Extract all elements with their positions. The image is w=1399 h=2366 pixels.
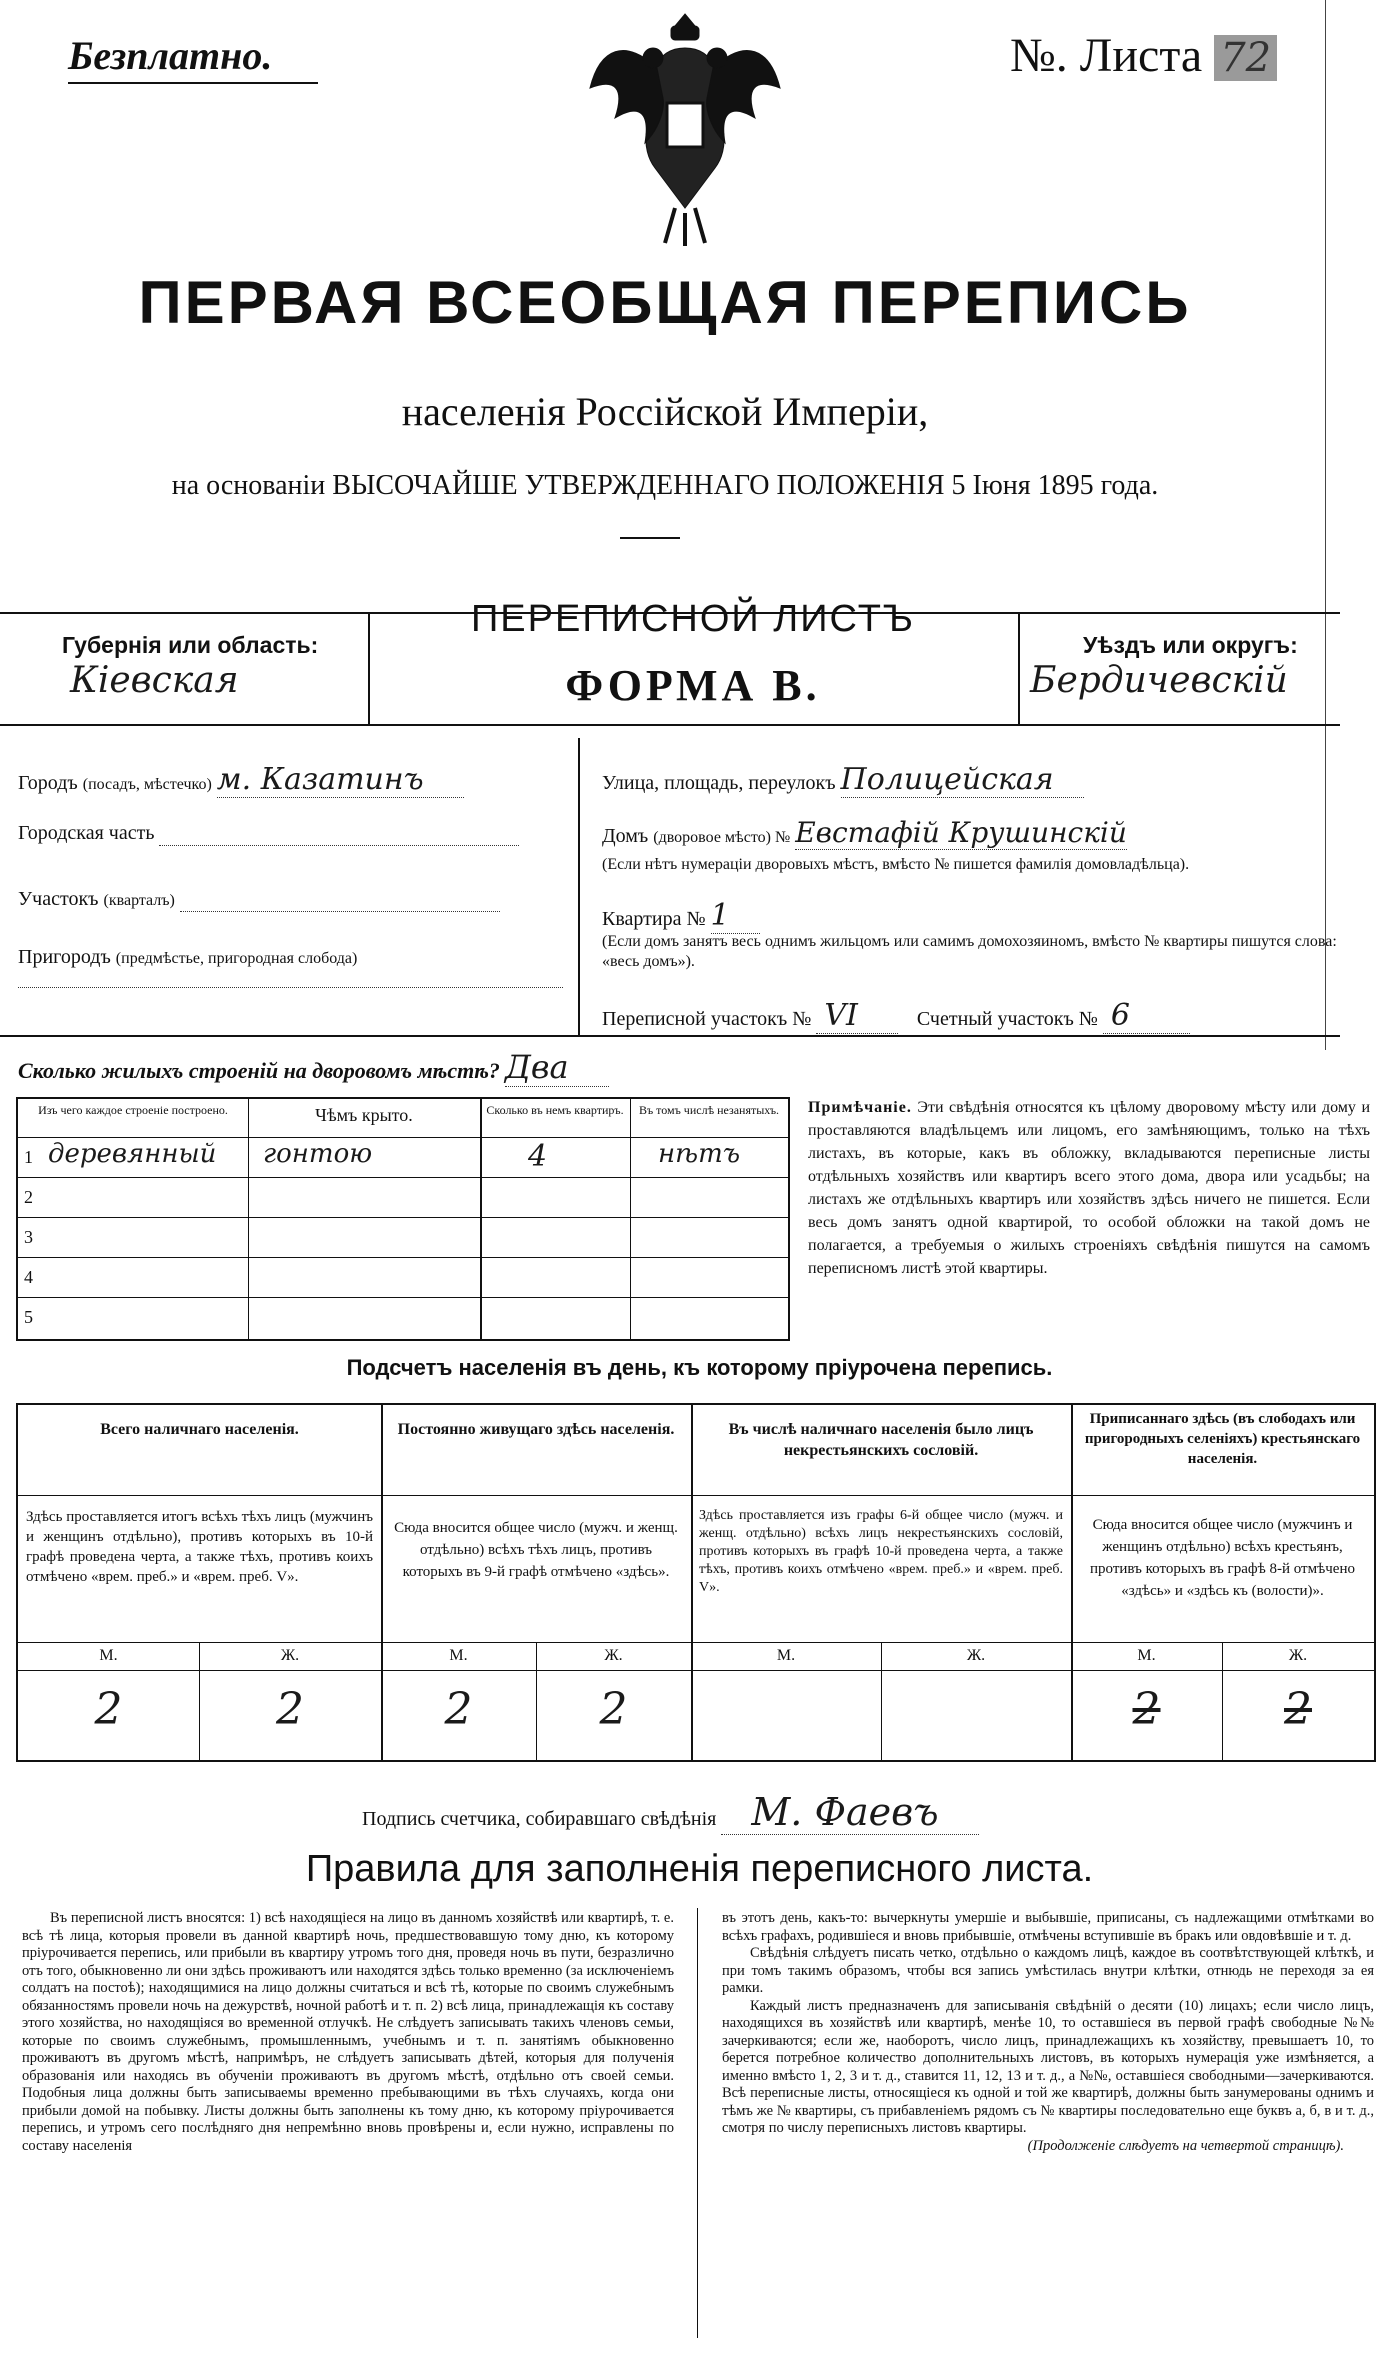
town-value: м. Казатинъ [217,762,464,798]
suburb-row [18,946,563,988]
row-number: 1 [24,1147,33,1167]
total-f-value: 2 [276,1684,304,1735]
form-title: ПЕРЕПИСНОЙ ЛИСТЪ [470,598,915,640]
signature-value: М. Фаевъ [721,1790,978,1835]
row-number: 3 [24,1227,33,1247]
resident-m-value: 2 [444,1684,473,1735]
row-number: 2 [24,1187,33,1207]
signature-row [362,1790,979,1834]
title-divider [620,537,680,539]
suburb-field [18,969,563,988]
main-title: ПЕРВАЯ ВСЕОБЩАЯ ПЕРЕПИСЬ [138,269,1192,336]
street-label: Улица, площадь, переулокъ [602,772,836,794]
tally-desc-nonpeasant: Здѣсь проставляется изъ графы 6-й общее число (мужч. и женщ. отдѣльно) всѣхъ лицъ некрестьянскихъ сословій, противъ которыхъ въ графѣ 10-й проведена черта, а также тѣхъ, противъ коихъ отмѣчено «врем. преб.» и «врем. преб. V». [699,1508,1063,1595]
row-number: 4 [24,1267,33,1287]
margin-line [1325,0,1326,1050]
double-headed-eagle-emblem [585,8,785,248]
legal-basis: на основаніи ВЫСОЧАЙШЕ УТВЕРЖДЕННАГО ПОЛОЖЕНІЯ 5 Іюня 1895 года. [171,470,1159,501]
census-precinct-label: Переписной участокъ № [602,1008,812,1030]
m-label: М. [99,1647,118,1664]
rules-right-para-3: Каждый листъ предназначенъ для записыванія свѣдѣній о десяти (10) лицахъ; если число лицъ, находящихся въ хозяйствѣ или квартирѣ, менѣе 10, то оставшіеся въ первой графѣ свободные №№ зачеркиваются; если же, наоборотъ, число лицъ, принадлежащихъ къ хозяйству, превышаетъ 10, то берется потребное количество дополнительныхъ листовъ, въ которыхъ нумерація уже измѣняется, а именно вмѣсто 1, 2, 3 и т. д., ставится 11, 12, 13 и т. д., а №№, оставшіеся свободными—зачеркиваются. Всѣ переписные листы, относящіеся къ одной и той же квартирѣ, должны быть занумерованы однимъ и тѣмъ же № квартиры, съ прибавленіемъ рядомъ съ № квартиры последовательно еще буквъ а, б, в и т. д., смотря по числу переписныхъ листовъ квартиры. [722,1997,1374,2136]
sheet-number: 72 [1214,35,1277,81]
note-text: Эти свѣдѣнія относятся къ цѣлому дворовому мѣсту или дому и проставляются владѣльцемъ или лицомъ, его замѣняющимъ, только на тѣхъ листахъ, въ которые, какъ въ обложку, вкладываются переписные листы отдѣльныхъ хозяйствъ или квартиръ всего этого дома, двора или усадьбы; на листахъ же отдѣльныхъ квартиръ или хозяйствъ здѣсь ничего не пишется. Если весь домъ занятъ одной квартирой, то особой обложки на такой домъ не полагается, а требуемыя о жилыхъ строеніяхъ свѣдѣнія пишутся на самомъ переписномъ листѣ этой квартиры. [808,1099,1371,1277]
row-roof: гонтою [263,1139,373,1169]
precinct-label: Участокъ [18,888,99,910]
province-label: Губернія или область: [62,632,319,658]
buildings-note [808,1096,1370,1280]
city-part-field [159,822,519,846]
house-value: Евстафій Крушинскій [795,816,1127,849]
count-precinct-value: 6 [1103,998,1190,1034]
district-value: Бердичевскій [1030,660,1288,701]
tally-desc-total: Здѣсь проставляется итогъ всѣхъ тѣхъ лицъ (мужчинъ и женщинъ отдѣльно), противъ которыхъ въ 10-й графѣ проведена черта, а также тѣхъ, противъ коихъ отмѣчено «врем. преб.» и «врем. преб. V». [26,1509,373,1585]
table-row [18,1257,788,1297]
sheet-number-label [1010,28,1277,83]
precinct-numbers-row [602,998,1362,1033]
tally-table [16,1403,1376,1762]
precinct-note: (кварталъ) [103,892,175,909]
city-part-label: Городская часть [18,822,155,844]
table-row [18,1177,788,1217]
table-row [18,1137,788,1177]
street-value: Полицейская [841,762,1084,798]
rules-right-para-2: Свѣдѣнія слѣдуетъ писать четко, отдѣльно о каждомъ лицѣ, каждое въ соотвѣтствующей клѣткѣ, и при томъ такимъ образомъ, чтобы вся запись умѣстилась внутри клѣтки, отнюдь не переходя за ея рамки. [722,1945,1374,1996]
address-divider [578,738,580,1036]
peasant-m-value: 2 [1132,1684,1161,1735]
town-label: Городъ [18,772,78,794]
rules-continuation: (Продолженіе слѣдуетъ на четвертой страницѣ). [1027,2137,1344,2154]
nonpeasant-f-value [881,1681,1071,1689]
band-bottom-rule [0,724,1340,726]
total-m-value: 2 [94,1684,123,1735]
f-label: Ж. [1288,1647,1308,1664]
tally-head-nonpeasant: Въ числѣ наличнаго населенія было лицъ некрестьянскихъ сословій. [728,1421,1034,1459]
row-apartments: 4 [528,1139,548,1174]
row-material: деревянный [48,1139,217,1169]
m-label: М. [449,1647,468,1664]
mf-split [881,1642,882,1760]
peasant-f-value: 2 [1284,1684,1312,1735]
house-note: (дворовое мѣсто) № [653,829,791,846]
subtitle: населенія Россійской Имперіи, [401,389,929,434]
address-bottom-rule [0,1035,1340,1037]
count-precinct-label: Счетный участокъ № [916,1008,1098,1030]
col-apartments-head: Сколько въ немъ квартиръ. [486,1103,624,1117]
col-vacant-head: Въ томъ числѣ незанятыхъ. [638,1103,780,1117]
province-value: Кіевская [70,660,239,701]
band-divider-right [1018,612,1020,724]
town-note: (посадъ, мѣстечко) [82,776,212,793]
row-number: 5 [24,1307,33,1327]
signature-label: Подпись счетчика, собиравшаго свѣдѣнія [362,1808,717,1830]
rules-right-para-1: въ этотъ день, какъ-то: вычеркнуты умершіе и выбывшіе, приписаны, съ надлежащими отмѣтками во всѣхъ графахъ, родившіеся и вновь прибывшіе, отмѣчены вступившіе въ бракъ или овдовѣвшіе и т. д. [722,1910,1374,1944]
rules-column-divider [697,1908,698,2338]
f-label: Ж. [604,1647,623,1664]
buildings-table [16,1097,790,1341]
col-material-head: Изъ чего каждое строеніе построено. [38,1103,228,1117]
apartment-hint: (Если домъ занятъ весь однимъ жильцомъ или самимъ домохозяиномъ, вмѣсто № квартиры пишутся слова: «весь домъ»). [602,933,1337,970]
buildings-answer: Два [505,1048,609,1087]
suburb-label: Пригородъ [18,946,111,968]
free-label: Безплатно. [68,33,273,78]
table-row [18,1217,788,1257]
tally-head-resident: Постоянно живущаго здѣсь населенія. [397,1421,675,1438]
rules-title: Правила для заполненія переписного листа. [305,1848,1094,1890]
rules-left-column: Въ переписной листъ вносятся: 1) всѣ находящіеся на лицо въ данномъ хозяйствѣ или квартирѣ, т. е. всѣ тѣ лица, которыя провели въ данной квартирѣ ночь, предшествовавшую тому дню, къ которому пріурочивается перепись, или прибыли въ квартиру утромъ того дня, проведя ночь въ пути, безразлично отъ того, обыкновенно ли они здѣсь проживаютъ или находятся здѣсь только временно (за исключеніемъ солдатъ на постоѣ); находящимися на лицо должны считаться и всѣ тѣ, которые по своимъ служебнымъ обязанностямъ провели ночь на дежурствѣ, ночной работѣ и т. п. 2) всѣ лица, принадлежащія къ составу этого хозяйства, но находящіяся во временной отлучкѣ. Не слѣдуетъ записывать такихъ членовъ семьи, которые по своимъ служебнымъ, промышленнымъ, учебнымъ и т. п. занятіямъ обыкновенно проживаютъ въ другомъ мѣстѣ, напримѣръ, не слѣдуетъ записывать дѣтей, которыя для полученія образованія или находясь въ обученіи проживаютъ въ другомъ мѣстѣ, отдѣльно отъ своей семьи. Подобныя лица должны быть записываемы временно пребывающими въ тѣхъ случаяхъ, когда они прибыли домой на побывку. Листы должны быть заполнены къ тому дню, къ которому пріурочивается перепись, и утромъ сего послѣдняго дня непремѣнно вновь провѣрены и, если нужно, исправлены по составу населенія [22,1910,674,2154]
tally-desc-resident: Сюда вносится общее число (мужч. и женщ. отдѣльно) всѣхъ тѣхъ лицъ, противъ которыхъ въ 9-й графѣ отмѣчено «здѣсь». [394,1520,678,1580]
m-label: М. [1137,1647,1156,1664]
tally-head-peasant: Приписаннаго здѣсь (въ слободахъ или пригородныхъ селеніяхъ) крестьянскаго населенія. [1084,1411,1361,1467]
note-title: Примѣчаніе. [808,1099,912,1116]
col-roof-head: Чѣмъ крыто. [315,1105,413,1125]
tally-head-rule [18,1495,1374,1496]
form-name: ФОРМА В. [565,661,821,710]
suburb-note: (предмѣстье, пригородная слобода) [115,950,358,967]
buildings-question: Сколько жилыхъ строеній на дворовомъ мѣстѣ? [18,1058,500,1083]
sheet-label: №. Листа [1010,29,1203,82]
street-row [602,762,1362,797]
tally-desc-peasant: Сюда вносится общее число (мужчинъ и женщинъ отдѣльно) всѣхъ крестьянъ, противъ которыхъ въ графѣ 8-й отмѣчено «здѣсь» и «здѣсь къ (волости)». [1090,1517,1355,1599]
row-vacant: нѣтъ [658,1139,741,1169]
nonpeasant-m-value [691,1681,881,1689]
f-label: Ж. [280,1647,300,1664]
tally-title: Подсчетъ населенія въ день, къ которому пріурочена перепись. [346,1355,1053,1380]
house-hint: (Если нѣтъ нумераціи дворовыхъ мѣстъ, вмѣсто № пишется фамилія домовладѣльца). [602,856,1190,873]
apartment-value: 1 [711,898,760,934]
m-label: М. [776,1647,796,1664]
free-underline [68,82,318,84]
precinct-row [18,888,563,912]
city-part-row [18,822,563,846]
house-label: Домъ [602,825,649,847]
precinct-field [180,888,500,912]
house-row [602,816,1362,849]
buildings-question-row [18,1048,609,1086]
tally-head-total: Всего наличнаго населенія. [100,1421,299,1438]
census-precinct-value: VI [816,998,898,1034]
table-row [18,1297,788,1337]
rules-right-column [722,1910,1374,2155]
resident-f-value: 2 [599,1684,628,1735]
apartment-row [602,898,1362,933]
tally-mf-rule [18,1670,1374,1671]
apartment-label: Квартира № [602,908,706,930]
f-label: Ж. [966,1647,986,1664]
district-label: Уѣздъ или округъ: [1083,632,1298,658]
town-row [18,762,563,797]
